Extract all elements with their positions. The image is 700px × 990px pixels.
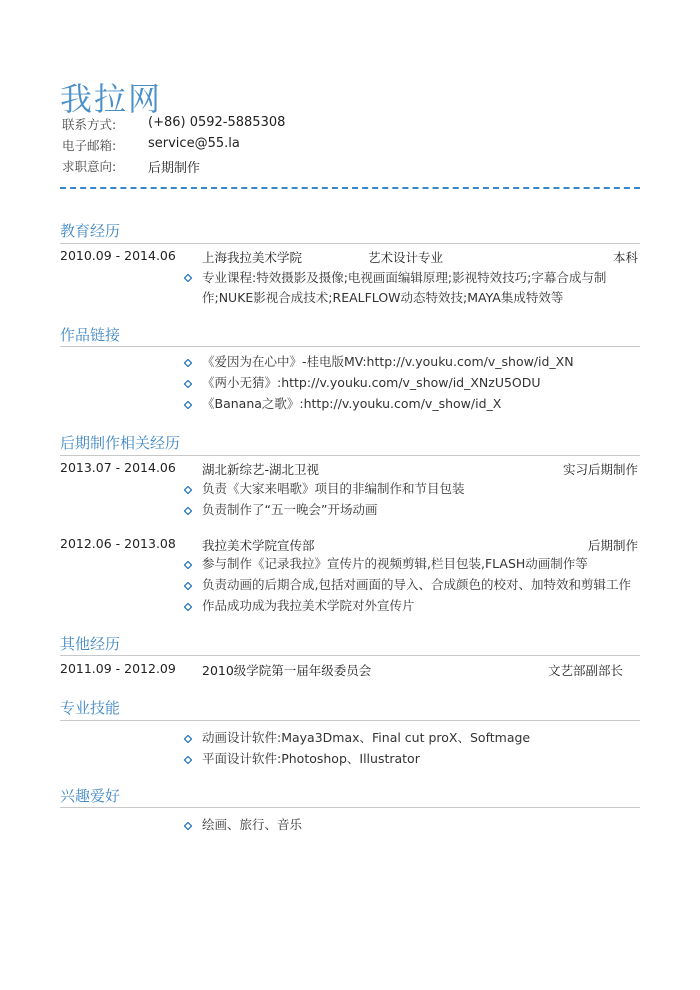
- diamond-bullet-icon: [184, 735, 192, 743]
- diamond-bullet-icon: [184, 274, 192, 282]
- hobby-item: 绘画、旅行、音乐: [202, 817, 303, 832]
- job-duty: 负责制作了“五一晚会”开场动画: [202, 502, 378, 517]
- work-link-3[interactable]: 《Banana之歌》:http://v.youku.com/v_show/id_X: [202, 396, 502, 411]
- section-rule: [60, 455, 640, 456]
- skill-item: 动画设计软件:Maya3Dmax、Final cut proX、Softmage: [202, 730, 531, 745]
- contact-email-label: 电子邮箱:: [62, 138, 117, 153]
- job-org: 我拉美术学院宣传部: [202, 538, 315, 553]
- section-rule: [60, 243, 640, 244]
- job-date: 2012.06 - 2013.08: [60, 536, 176, 551]
- education-school: 上海我拉美术学院: [202, 250, 303, 265]
- job-role: 后期制作: [587, 538, 638, 553]
- education-courses: 专业课程:特效摄影及摄像;电视画面编辑原理;影视特效技巧;字幕合成与制作;NUKE影视合成技术;REALFLOW动态特效技;MAYA集成特效等: [202, 270, 607, 305]
- education-date: 2010.09 - 2014.06: [60, 248, 176, 263]
- section-rule: [60, 655, 640, 656]
- job-intent-label: 求职意向:: [62, 159, 117, 174]
- job-duty: 负责动画的后期合成,包括对画面的导入、合成颜色的校对、加特效和剪辑工作: [202, 577, 631, 592]
- diamond-bullet-icon: [184, 486, 192, 494]
- diamond-bullet-icon: [184, 603, 192, 611]
- job-date: 2013.07 - 2014.06: [60, 460, 176, 475]
- section-title-post-production: 后期制作相关经历: [60, 434, 181, 452]
- job-org: 湖北新综艺-湖北卫视: [202, 462, 320, 477]
- contact-phone-value: (+86) 0592-5885308: [148, 115, 286, 130]
- work-link-1[interactable]: 《爱因为在心中》-桂电版MV:http://v.youku.com/v_show/id_XN: [202, 354, 574, 369]
- diamond-bullet-icon: [184, 756, 192, 764]
- job-role: 实习后期制作: [562, 462, 638, 477]
- section-title-hobbies: 兴趣爱好: [60, 787, 121, 805]
- contact-email-value: service@55.la: [148, 136, 240, 151]
- diamond-bullet-icon: [184, 401, 192, 409]
- education-major: 艺术设计专业: [368, 250, 444, 265]
- diamond-bullet-icon: [184, 561, 192, 569]
- section-title-skills: 专业技能: [60, 699, 121, 717]
- job-duty: 负责《大家来唱歌》项目的非编制作和节目包装: [202, 481, 465, 496]
- skill-item: 平面设计软件:Photoshop、Illustrator: [202, 751, 420, 766]
- section-title-other: 其他经历: [60, 635, 121, 653]
- section-title-works: 作品链接: [60, 326, 121, 344]
- section-rule: [60, 720, 640, 721]
- work-link-2[interactable]: 《两小无猜》:http://v.youku.com/v_show/id_XNzU5ODU: [202, 375, 541, 390]
- job-duty: 作品成功成为我拉美术学院对外宣传片: [202, 598, 415, 613]
- diamond-bullet-icon: [184, 359, 192, 367]
- other-role: 文艺部副部长: [547, 663, 623, 678]
- other-org: 2010级学院第一届年级委员会: [202, 663, 372, 678]
- section-rule: [60, 807, 640, 808]
- diamond-bullet-icon: [184, 582, 192, 590]
- section-rule: [60, 346, 640, 347]
- section-title-education: 教育经历: [60, 222, 121, 240]
- job-duty: 参与制作《记录我拉》宣传片的视频剪辑,栏目包装,FLASH动画制作等: [202, 556, 588, 571]
- diamond-bullet-icon: [184, 822, 192, 830]
- contact-phone-label: 联系方式:: [62, 117, 117, 132]
- job-intent-value: 后期制作: [148, 161, 201, 176]
- diamond-bullet-icon: [184, 507, 192, 515]
- education-degree: 本科: [612, 250, 638, 265]
- diamond-bullet-icon: [184, 380, 192, 388]
- other-date: 2011.09 - 2012.09: [60, 661, 176, 676]
- header-divider: [60, 187, 640, 189]
- resume-name: 我拉网: [60, 80, 163, 118]
